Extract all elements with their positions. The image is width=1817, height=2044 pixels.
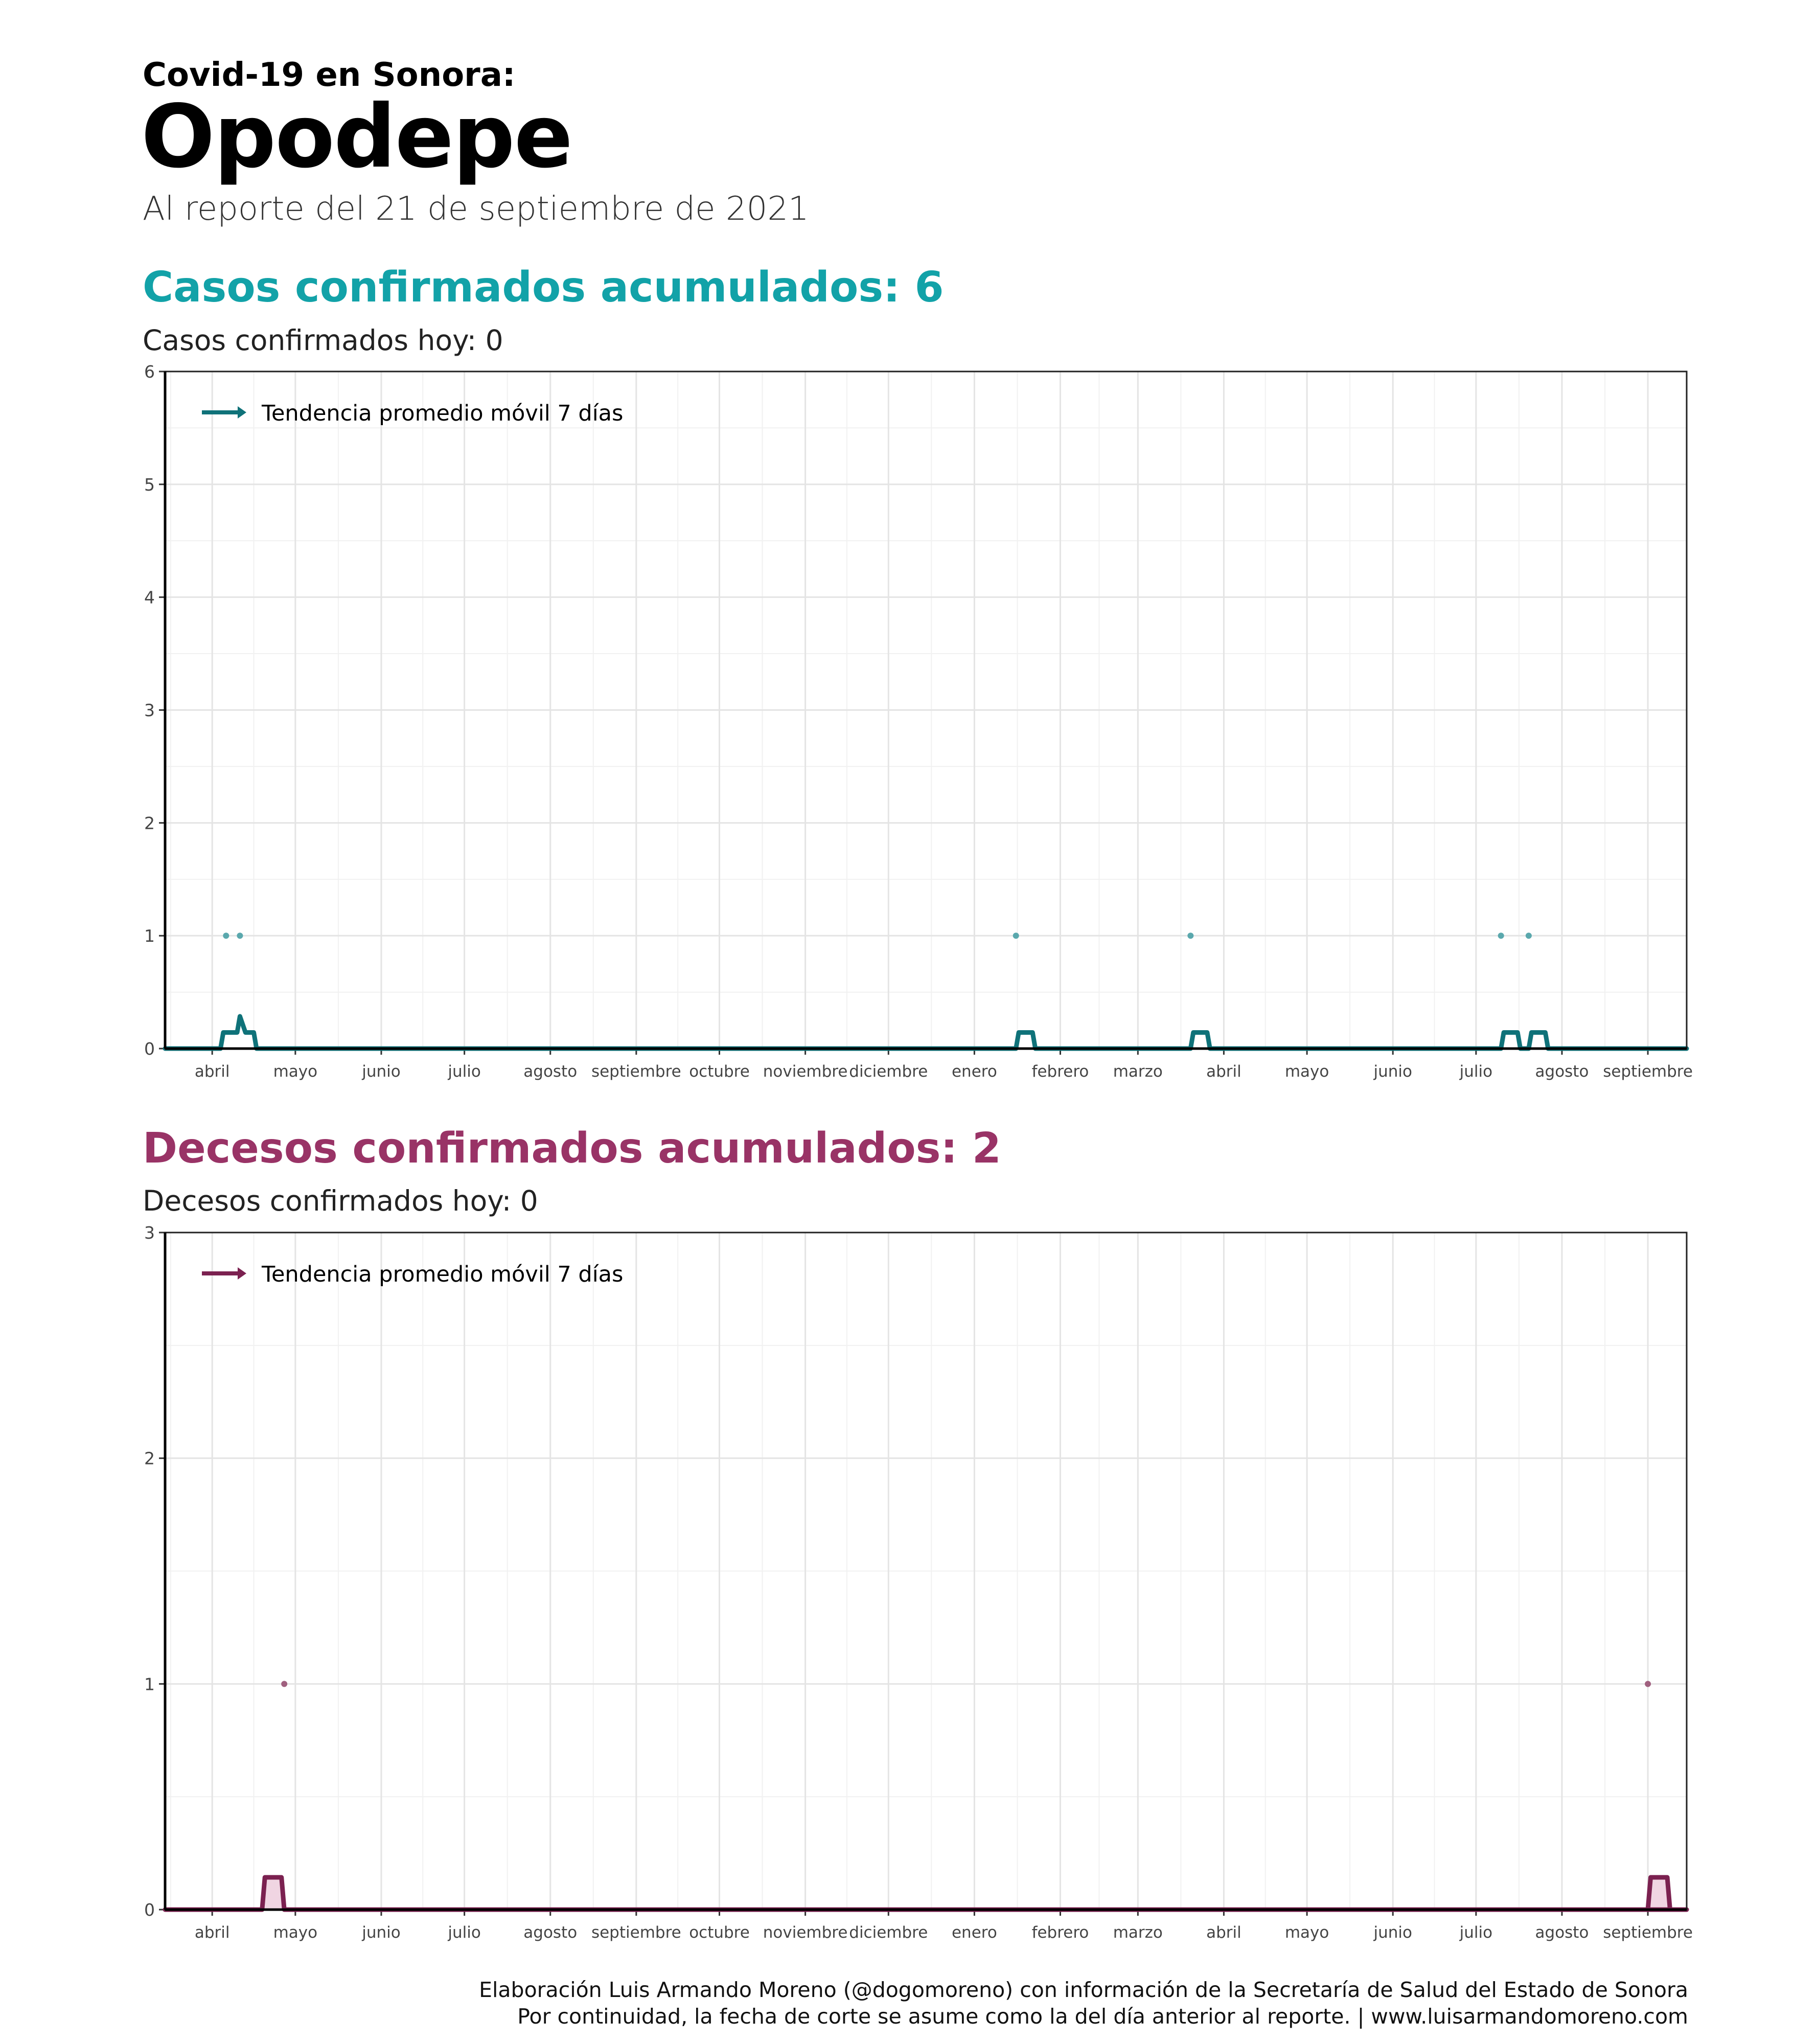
y-tick-label: 2: [144, 813, 155, 833]
x-tick-label: julio: [1459, 1923, 1493, 1942]
cases-section-title: Casos confirmados acumulados: 6: [143, 263, 944, 312]
x-tick-label: julio: [448, 1062, 481, 1081]
x-tick-label: octubre: [689, 1062, 750, 1081]
x-tick-label: junio: [1373, 1062, 1412, 1081]
footer-line-1: Elaboración Luis Armando Moreno (@dogomoreno) con información de la Secretaría de Salud del Estado de Sonora: [479, 1978, 1688, 2002]
data-point: [223, 933, 229, 939]
y-tick-label: 3: [144, 700, 155, 721]
x-tick-label: diciembre: [849, 1062, 928, 1081]
footer-credits: [479, 1977, 1688, 2030]
data-point: [1645, 1681, 1651, 1687]
x-tick-label: febrero: [1031, 1062, 1089, 1081]
data-point: [1187, 933, 1193, 939]
x-tick-label: julio: [448, 1923, 481, 1942]
y-tick-label: 5: [144, 474, 155, 495]
x-tick-label: septiembre: [1603, 1923, 1693, 1942]
x-tick-label: octubre: [689, 1923, 750, 1942]
y-tick-label: 0: [144, 1039, 155, 1059]
footer-line-2: Por continuidad, la fecha de corte se asume como la del día anterior al reporte. | www.luisarmandomoreno.com: [517, 2004, 1688, 2029]
x-tick-label: enero: [951, 1923, 997, 1942]
x-tick-label: abril: [1206, 1923, 1241, 1942]
chart-supertitle: Covid-19 en Sonora:: [143, 56, 516, 94]
x-tick-label: abril: [194, 1062, 230, 1081]
data-point: [1013, 933, 1019, 939]
x-tick-label: mayo: [1284, 1923, 1329, 1942]
x-tick-label: agosto: [523, 1923, 578, 1942]
x-tick-label: mayo: [273, 1062, 318, 1081]
x-tick-label: agosto: [1535, 1062, 1589, 1081]
x-tick-label: abril: [194, 1923, 230, 1942]
x-tick-label: marzo: [1113, 1062, 1163, 1081]
x-tick-label: febrero: [1031, 1923, 1089, 1942]
x-tick-label: agosto: [1535, 1923, 1589, 1942]
report-date-subtitle: Al reporte del 21 de septiembre de 2021: [143, 190, 809, 228]
x-tick-label: junio: [1373, 1923, 1412, 1942]
x-tick-label: marzo: [1113, 1923, 1163, 1942]
y-tick-label: 0: [144, 1900, 155, 1920]
y-tick-label: 4: [144, 587, 155, 608]
y-tick-label: 2: [144, 1448, 155, 1469]
data-point: [237, 933, 243, 939]
x-tick-label: mayo: [273, 1923, 318, 1942]
x-tick-label: junio: [362, 1923, 401, 1942]
legend-label: Tendencia promedio móvil 7 días: [262, 1262, 624, 1287]
cases-today-label: Casos confirmados hoy: 0: [143, 324, 503, 357]
cases-chart: [0, 358, 1817, 1083]
x-tick-label: abril: [1206, 1062, 1241, 1081]
x-tick-label: septiembre: [591, 1062, 681, 1081]
data-point: [1498, 933, 1504, 939]
x-tick-label: julio: [1459, 1062, 1493, 1081]
x-tick-label: noviembre: [763, 1062, 848, 1081]
deaths-chart: [0, 1219, 1817, 1944]
data-point: [1526, 933, 1532, 939]
deaths-section-title: Decesos confirmados acumulados: 2: [143, 1124, 1001, 1173]
y-tick-label: 3: [144, 1223, 155, 1243]
y-tick-label: 1: [144, 926, 155, 946]
y-tick-label: 1: [144, 1674, 155, 1694]
x-tick-label: septiembre: [1603, 1062, 1693, 1081]
y-tick-label: 6: [144, 362, 155, 382]
x-tick-label: septiembre: [591, 1923, 681, 1942]
data-point: [281, 1681, 287, 1687]
x-tick-label: diciembre: [849, 1923, 928, 1942]
legend-label: Tendencia promedio móvil 7 días: [262, 401, 624, 426]
deaths-today-label: Decesos confirmados hoy: 0: [143, 1184, 538, 1217]
x-tick-label: mayo: [1284, 1062, 1329, 1081]
x-tick-label: noviembre: [763, 1923, 848, 1942]
x-tick-label: junio: [362, 1062, 401, 1081]
page-title: Opodepe: [141, 86, 572, 188]
x-tick-label: agosto: [523, 1062, 578, 1081]
x-tick-label: enero: [951, 1062, 997, 1081]
